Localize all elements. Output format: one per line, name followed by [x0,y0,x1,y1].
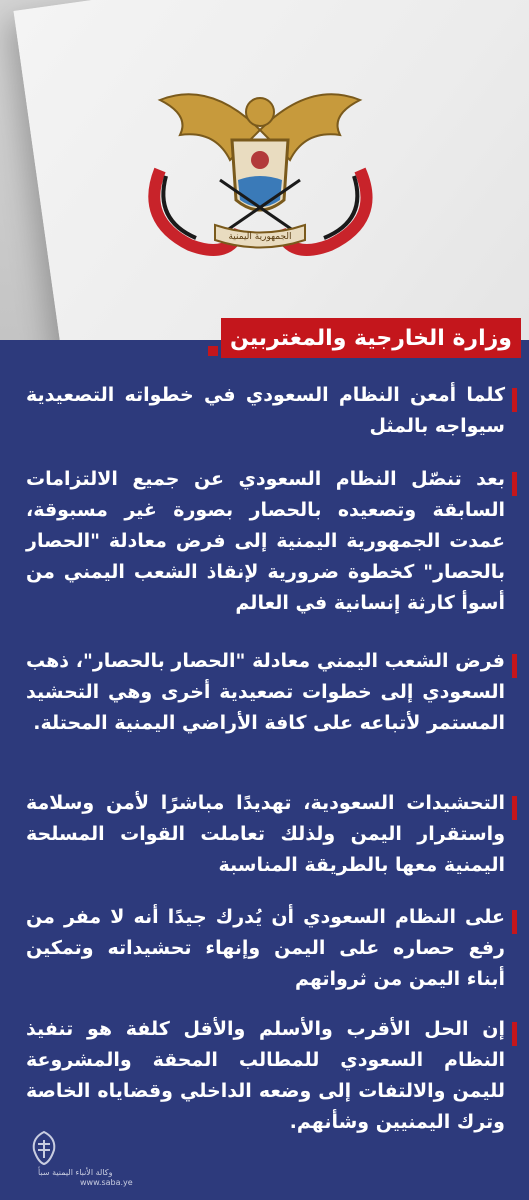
paragraph-6: إن الحل الأقرب والأسلم والأقل كلفة هو تنفيذ النظام السعودي للمطالب المحقة والمشروعة لليمن والالتفات إلى وضعه الداخلي وقضاياه الخاصة وترك اليمنيين وشأنهم. [26,1018,505,1133]
svg-text:الجمهورية اليمنية: الجمهورية اليمنية [228,232,292,242]
paragraph-marker [512,472,517,496]
page-title: وزارة الخارجية والمغتربين [221,318,521,358]
paragraph-marker [512,654,517,678]
paragraph-4: التحشيدات السعودية، تهديدًا مباشرًا لأمن وسلامة واستقرار اليمن ولذلك تعاملت القوات المسلحة اليمنية معها بالطريقة المناسبة [26,792,505,876]
paragraph-5: على النظام السعودي أن يُدرك جيدًا أنه لا مفر من رفع حصاره على اليمن وإنهاء تحشيداته وتمكين أبناء اليمن من ثرواتهم [26,906,505,990]
hero-image [0,0,529,340]
yemen-emblem-icon [120,60,400,280]
paragraph-marker [512,388,517,412]
paragraph-marker [512,910,517,934]
agency-url: www.saba.ye [80,1178,133,1187]
paragraph-2: بعد تنصّل النظام السعودي عن جميع الالتزامات السابقة وتصعيده بالحصار بصورة غير مسبوقة، عمدت الجمهورية اليمنية إلى فرض معادلة "الحصار بالحصار" كخطوة ضرورية لإنقاذ الشعب اليمني من أسوأ كارثة إنسانية في العالم [26,468,505,614]
paragraph-3: فرض الشعب اليمني معادلة "الحصار بالحصار"، ذهب السعودي إلى خطوات تصعيدية أخرى وهي التحشيد المستمر لأتباعه على كافة الأراضي اليمنية المحتلة. [26,650,505,734]
paragraph-marker [512,796,517,820]
paragraph-1: كلما أمعن النظام السعودي في خطواته التصعيدية سيواجه بالمثل [26,384,505,437]
title-accent [208,346,218,356]
saba-logo [18,1128,138,1188]
paragraph-marker [512,1022,517,1046]
agency-name: وكالة الأنباء اليمنية سبأ [38,1168,113,1177]
saba-logo-icon [24,1128,64,1168]
